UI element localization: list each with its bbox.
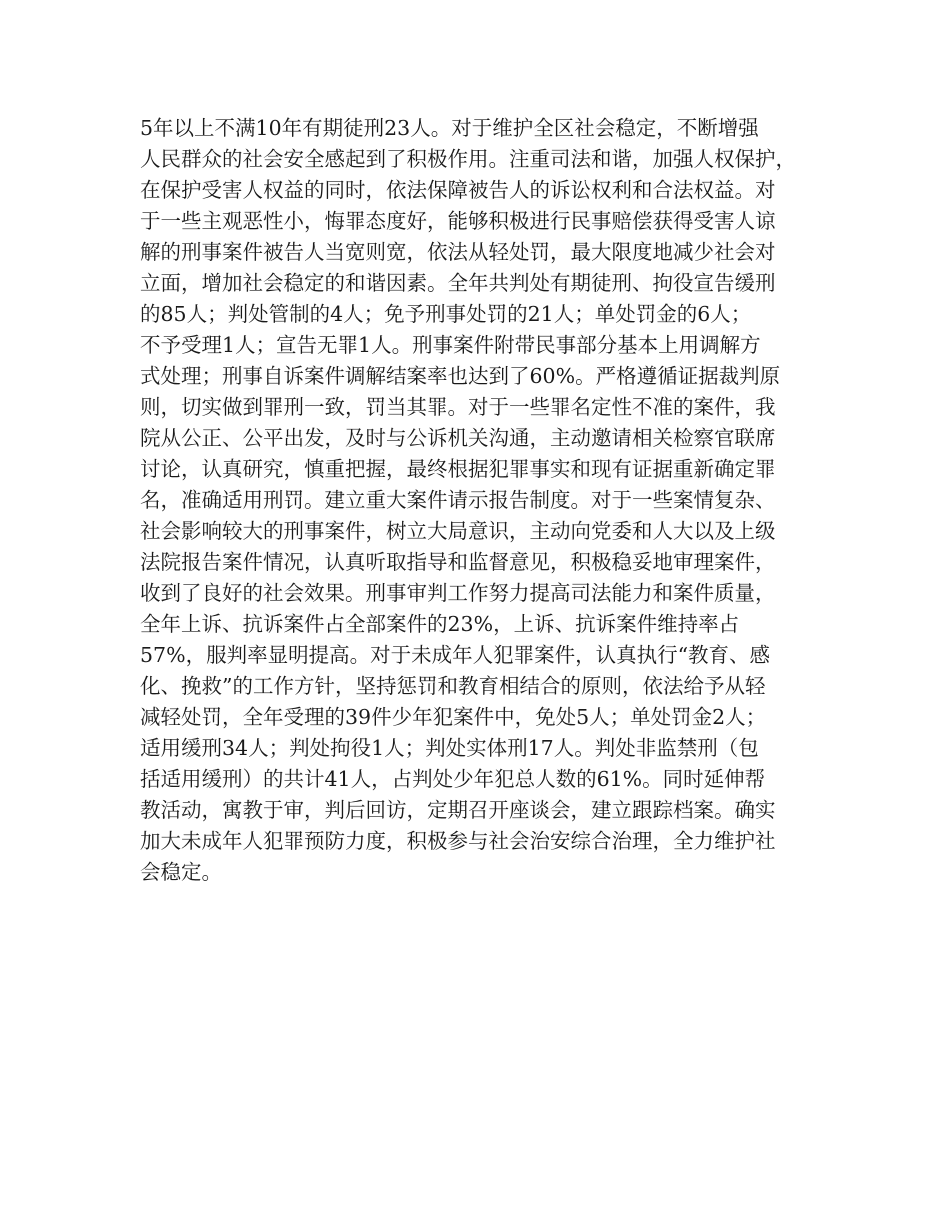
text-line: 减轻处罚，全年受理的39件少年犯案件中，免处5人；单处罚金2人； [140, 705, 767, 729]
text-line: 加大未成年人犯罪预防力度，积极参与社会治安综合治理，全力维护社 [140, 829, 776, 853]
text-line: 解的刑事案件被告人当宽则宽，依法从轻处罚，最大限度地减少社会对 [140, 240, 776, 264]
text-line: 化、挽救”的工作方针，坚持惩罚和教育相结合的原则，依法给予从轻 [140, 674, 766, 698]
text-line: 人民群众的社会安全感起到了积极作用。注重司法和谐，加强人权保护， [140, 147, 796, 171]
text-line: 立面，增加社会稳定的和谐因素。全年共判处有期徒刑、拘役宣告缓刑 [140, 271, 776, 295]
text-line: 在保护受害人权益的同时，依法保障被告人的诉讼权利和合法权益。对 [140, 178, 776, 202]
text-line: 收到了良好的社会效果。刑事审判工作努力提高司法能力和案件质量， [140, 581, 776, 605]
text-line: 则，切实做到罪刑一致，罚当其罪。对于一些罪名定性不准的案件，我 [140, 395, 776, 419]
text-line: 院从公正、公平出发，及时与公诉机关沟通，主动邀请相关检察官联席 [140, 426, 776, 450]
text-line: 讨论，认真研究，慎重把握，最终根据犯罪事实和现有证据重新确定罪 [140, 457, 776, 481]
text-line: 社会影响较大的刑事案件，树立大局意识，主动向党委和人大以及上级 [140, 519, 776, 543]
text-line: 57%，服判率显明提高。对于未成年人犯罪案件，认真执行“教育、感 [140, 643, 771, 667]
text-line: 不予受理1人；宣告无罪1人。刑事案件附带民事部分基本上用调解方 [140, 333, 761, 357]
text-line: 5年以上不满10年有期徒刑23人。对于维护全区社会稳定，不断增强 [140, 116, 759, 140]
text-line: 名，准确适用刑罚。建立重大案件请示报告制度。对于一些案情复杂、 [140, 488, 776, 512]
text-line: 全年上诉、抗诉案件占全部案件的23%，上诉、抗诉案件维持率占 [140, 612, 740, 636]
text-line: 教活动，寓教于审，判后回访，定期召开座谈会，建立跟踪档案。确实 [140, 798, 776, 822]
text-line: 法院报告案件情况，认真听取指导和监督意见，积极稳妥地审理案件， [140, 550, 776, 574]
text-line: 的85人；判处管制的4人；免予刑事处罚的21人；单处罚金的6人； [140, 302, 752, 326]
text-line: 式处理；刑事自诉案件调解结案率也达到了60%。严格遵循证据裁判原 [140, 364, 781, 388]
body-paragraph [140, 113, 830, 888]
text-line: 会稳定。 [140, 860, 222, 884]
text-line: 适用缓刑34人；判处拘役1人；判处实体刑17人。判处非监禁刑（包 [140, 736, 759, 760]
text-line: 括适用缓刑）的共计41人，占判处少年犯总人数的61%。同时延伸帮 [140, 767, 766, 791]
text-line: 于一些主观恶性小，悔罪态度好，能够积极进行民事赔偿获得受害人谅 [140, 209, 776, 233]
